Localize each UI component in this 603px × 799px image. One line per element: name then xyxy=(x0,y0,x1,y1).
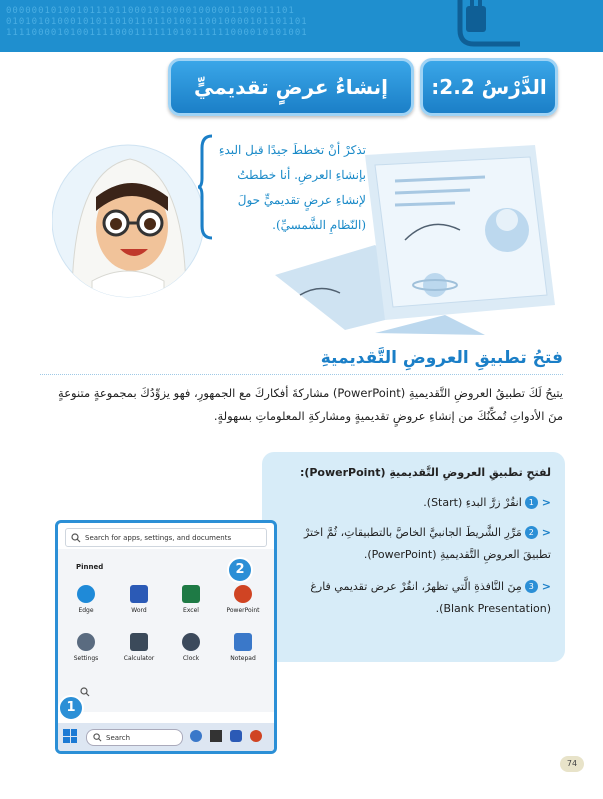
thought-line: (النّظامِ الشَّمسيِّ). xyxy=(272,218,366,232)
start-button[interactable] xyxy=(63,729,77,743)
chrome-icon[interactable] xyxy=(250,730,262,742)
start-search-input[interactable] xyxy=(65,528,267,547)
windows-start-screenshot xyxy=(55,520,277,754)
arrow-icon: < xyxy=(541,580,551,593)
binary-row: 01010101000101011010110110100110010000101101101 xyxy=(6,17,308,27)
step-item xyxy=(281,522,551,566)
step-item xyxy=(281,492,551,514)
app-settings[interactable] xyxy=(61,633,111,662)
speech-brace xyxy=(198,134,214,240)
app-label: Edge xyxy=(78,607,94,614)
thought-line: لإنشاءِ عرضٍ تقديميٍّ حولَ xyxy=(237,193,366,207)
clock-icon xyxy=(182,633,200,651)
app-word[interactable] xyxy=(114,585,164,614)
step-number: 3 xyxy=(525,580,538,593)
teams-icon[interactable] xyxy=(230,730,242,742)
lesson-number-pill xyxy=(420,58,558,116)
edge-icon xyxy=(77,585,95,603)
windows-logo-icon xyxy=(71,737,78,744)
calculator-icon xyxy=(130,633,148,651)
app-clock[interactable] xyxy=(166,633,216,662)
app-label: Clock xyxy=(182,655,200,662)
app-edge[interactable] xyxy=(61,585,111,614)
task-view-icon[interactable] xyxy=(210,730,222,742)
section-divider xyxy=(40,374,563,375)
app-calculator[interactable] xyxy=(114,633,164,662)
step-text: مَرِّرِ الشَّريطَ الجانبيَّ الخاصَّ بالتطبيقاتِ، ثُمَّ اخترْ تطبيقَ العروضِ التَّقديميةِ (PowerPoint). xyxy=(303,526,551,561)
app-label: Settings xyxy=(73,655,99,662)
step-number: 1 xyxy=(525,496,538,509)
lesson-title-pill xyxy=(168,58,414,116)
app-label: Notepad xyxy=(230,655,256,662)
step-number: 2 xyxy=(525,526,538,539)
section-paragraph: يتيحُ لَكَ تطبيقُ العروضِ التَّقديميةِ (PowerPoint) مشاركةَ أفكاركَ مع الجمهورِ، فهو يزوِّدُكَ بمجموعةٍ متنوعةٍ منَ الأدواتِ تُمكِّنُكَ من إنشاءِ عروضٍ تقديميةٍ ومشاركةِ المعلوماتِ بسهولةٍ. xyxy=(58,386,563,423)
app-powerpoint[interactable] xyxy=(218,585,268,614)
lesson-title: إنشاءُ عرضٍ تقديميٍّ xyxy=(194,75,388,99)
search-icon xyxy=(80,687,90,697)
thought-line: تذكرْ أنْ تخططَ جيدًا قبل البدءِ xyxy=(218,143,366,157)
app-excel[interactable] xyxy=(166,585,216,614)
app-label: Calculator xyxy=(123,655,155,662)
powerpoint-icon xyxy=(234,585,252,603)
binary-row: 11110000101001111000111111010111111000010101001 xyxy=(6,28,308,38)
app-label: Word xyxy=(131,607,147,614)
taskbar-search-label: Search xyxy=(106,733,131,742)
callout-badge-1: 1 xyxy=(58,695,84,721)
thought-line: بإنشاءِ العرضِ. أنا خططتُ xyxy=(237,168,366,182)
binary-pattern xyxy=(6,6,426,39)
presentation-illustration xyxy=(255,145,555,335)
lesson-number: الدَّرْسُ 2.2: xyxy=(431,75,547,99)
search-placeholder: Search for apps, settings, and documents xyxy=(85,533,232,542)
binary-row: 000000101001011101100010100001000001100011101 xyxy=(6,6,295,16)
step-item xyxy=(281,576,551,620)
student-avatar xyxy=(52,131,204,311)
taskbar-search-box[interactable] xyxy=(86,729,183,746)
app-label: PowerPoint xyxy=(226,607,260,614)
windows-logo-icon xyxy=(71,729,78,736)
app-notepad[interactable] xyxy=(218,633,268,662)
arrow-icon: < xyxy=(541,496,551,509)
word-icon xyxy=(130,585,148,603)
windows-logo-icon xyxy=(63,737,70,744)
step-text: مِنَ النَّافذةِ الَّتي تظهرُ، انقُرْ عرض تقديمي فارغ (Blank Presentation). xyxy=(310,580,551,615)
steps-box xyxy=(262,452,565,662)
step-text: انقُرْ زرَّ البدءِ (Start). xyxy=(423,496,522,509)
search-icon xyxy=(71,533,81,543)
steps-title: لفتحِ تطبيقِ العروضِ التَّقديميةِ (PowerPoint): xyxy=(299,466,551,479)
pinned-label: Pinned xyxy=(76,563,104,571)
section-title: فتحُ تطبيقِ العروضِ التَّقديميةِ xyxy=(320,348,563,368)
settings-icon xyxy=(77,633,95,651)
windows-logo-icon xyxy=(63,729,70,736)
excel-icon xyxy=(182,585,200,603)
cable-plug-icon xyxy=(440,0,520,52)
notepad-icon xyxy=(234,633,252,651)
app-label: Excel xyxy=(183,607,199,614)
page-number: 74 xyxy=(560,756,584,772)
top-banner xyxy=(0,0,603,52)
callout-badge-2: 2 xyxy=(227,557,253,583)
copilot-icon[interactable] xyxy=(190,730,202,742)
taskbar xyxy=(58,723,274,751)
arrow-icon: < xyxy=(541,526,551,539)
search-icon xyxy=(93,733,102,742)
